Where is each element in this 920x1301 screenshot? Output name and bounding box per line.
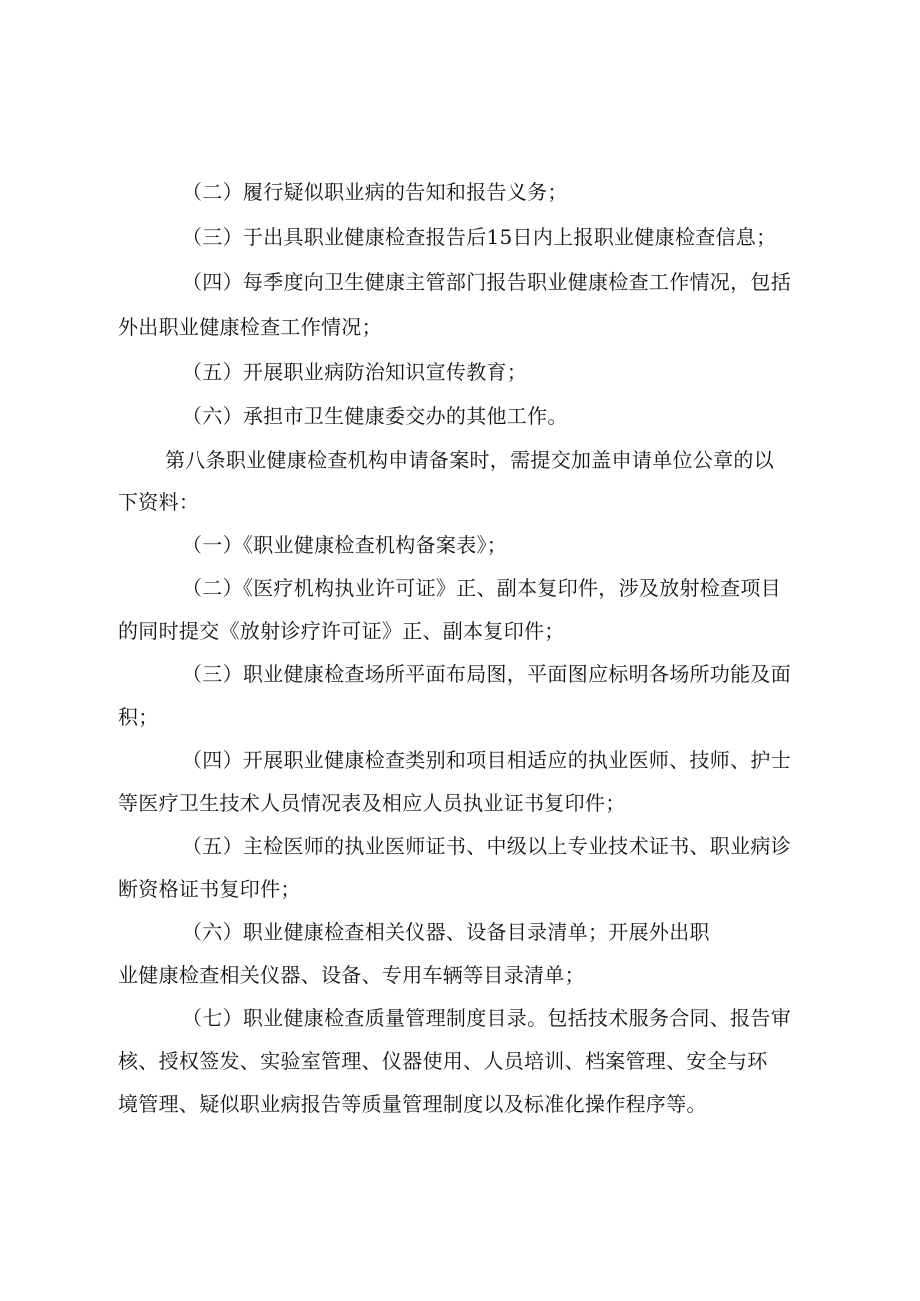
text-line-material-2-start: （二）《医疗机构执业许可证》正、副本复印件，涉及放射检查项目 xyxy=(182,576,781,600)
text-line-material-4-start: （四）开展职业健康检查类别和项目相适应的执业医师、技师、护士 xyxy=(182,748,791,772)
text-line-material-5-start: （五）主检医师的执业医师证书、中级以上专业技术证书、职业病诊 xyxy=(182,834,791,858)
text-line-item-4-start: （四）每季度向卫生健康主管部门报告职业健康检查工作情况，包括 xyxy=(182,270,791,294)
text-line-material-1: （一）《职业健康检查机构备案表》； xyxy=(182,533,508,557)
text-line-article-8-start: 第八条职业健康检查机构申请备案时，需提交加盖申请单位公章的以 xyxy=(165,448,774,472)
text-line-item-3: （三）于出具职业健康检查报告后15日内上报职业健康检查信息； xyxy=(182,225,777,249)
text-line-material-5-cont: 断资格证书复印件； xyxy=(118,877,301,901)
text-line-item-6: （六）承担市卫生健康委交办的其他工作。 xyxy=(182,404,568,428)
text-line-material-7-start: （七）职业健康检查质量管理制度目录。包括技术服务合同、报告审 xyxy=(182,1006,791,1030)
text-line-material-4-cont: 等医疗卫生技术人员情况表及相应人员执业证书复印件； xyxy=(118,791,626,815)
text-line-item-2: （二）履行疑似职业病的告知和报告义务； xyxy=(182,180,568,204)
text-line-item-5: （五）开展职业病防治知识宣传教育； xyxy=(182,360,528,384)
text-line-material-3-start: （三）职业健康检查场所平面布局图，平面图应标明各场所功能及面 xyxy=(182,662,791,686)
text-line-article-8-cont: 下资料： xyxy=(118,490,200,514)
text-line-material-3-cont: 积； xyxy=(118,705,159,729)
text-line-material-7-cont-2: 境管理、疑似职业病报告等质量管理制度以及标准化操作程序等。 xyxy=(118,1092,707,1116)
text-line-material-7-cont-1: 核、授权签发、实验室管理、仪器使用、人员培训、档案管理、安全与环 xyxy=(118,1049,768,1073)
text-line-item-4-cont: 外出职业健康检查工作情况； xyxy=(118,315,382,339)
text-line-material-6-start: （六）职业健康检查相关仪器、设备目录清单；开展外出职 xyxy=(182,920,710,944)
text-line-material-6-cont: 业健康检查相关仪器、设备、专用车辆等目录清单； xyxy=(118,963,585,987)
text-line-material-2-cont: 的同时提交《放射诊疗许可证》正、副本复印件； xyxy=(118,619,565,643)
